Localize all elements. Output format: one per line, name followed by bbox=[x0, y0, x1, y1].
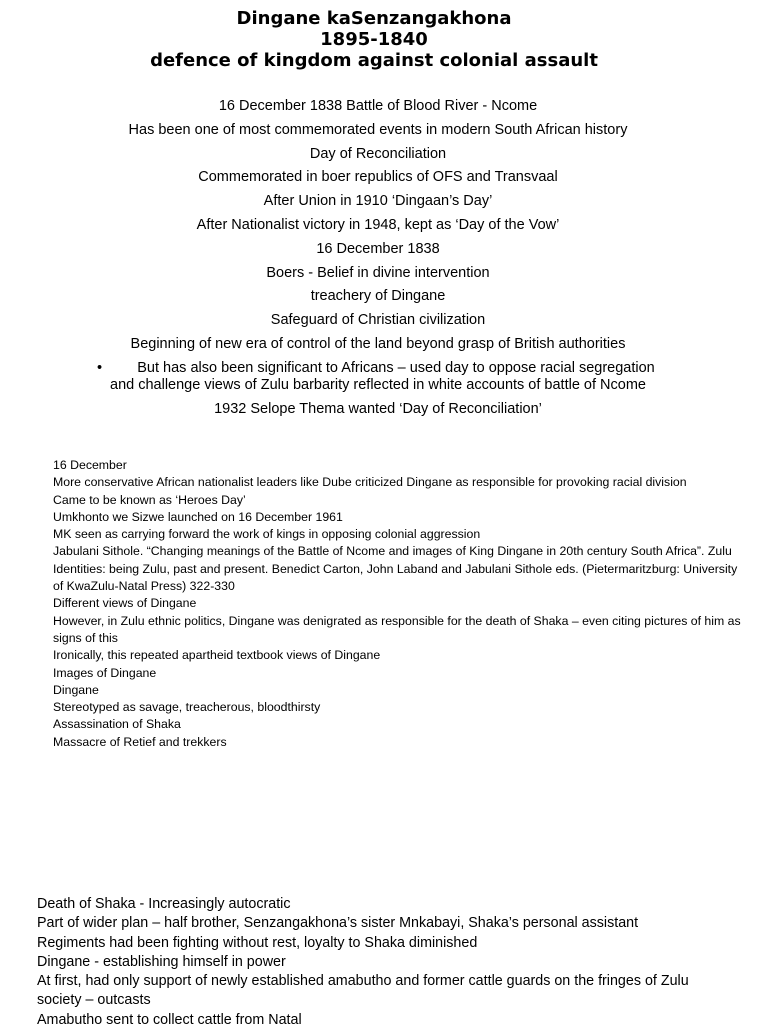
note-line: Umkhonto we Sizwe launched on 16 December 1961 bbox=[53, 509, 343, 524]
centered-line: Beginning of new era of control of the land beyond grasp of British authorities bbox=[130, 335, 626, 352]
centered-line: After Union in 1910 ‘Dingaan’s Day’ bbox=[263, 193, 493, 210]
note-line: Different views of Dingane bbox=[53, 596, 197, 611]
note-line: Ironically, this repeated apartheid textbook views of Dingane bbox=[53, 648, 381, 663]
note-line: Assassination of Shaka bbox=[53, 717, 181, 732]
centered-line: 1932 Selope Thema wanted ‘Day of Reconciliation’ bbox=[214, 400, 542, 417]
note-line: However, in Zulu ethnic politics, Dingane was denigrated as responsible for the death of Shaka – even citing pictures of him as signs of this bbox=[53, 613, 741, 645]
bottom-section bbox=[37, 895, 737, 1030]
note-line: Massacre of Retief and trekkers bbox=[53, 734, 227, 749]
note-citation: Jabulani Sithole. “Changing meanings of the Battle of Ncome and images of King Dingane in 20th century South Africa”. Zulu Identities: being Zulu, past and present. Benedict Carton, John Laband and Jabulani Sithole eds. (Pietermaritzburg: University of KwaZulu-Natal Press) 322-330 bbox=[53, 544, 738, 594]
centered-line: Commemorated in boer republics of OFS and Transvaal bbox=[198, 169, 558, 186]
centered-section bbox=[0, 95, 756, 422]
bullet-item bbox=[0, 360, 756, 395]
bottom-line: Regiments had been fighting without rest, loyalty to Shaka diminished bbox=[37, 934, 478, 951]
title-name: Dingane kaSenzangakhona bbox=[236, 8, 512, 29]
bottom-line: Amabutho sent to collect cattle from Natal bbox=[37, 1011, 302, 1028]
centered-line: 16 December 1838 Battle of Blood River - Ncome bbox=[218, 98, 538, 114]
bottom-line: At first, had only support of newly established amabutho and former cattle guards on the fringes of Zulu society – outcasts bbox=[37, 973, 689, 1009]
centered-line: Safeguard of Christian civilization bbox=[270, 312, 486, 329]
centered-line: Day of Reconciliation bbox=[309, 145, 447, 162]
bullet-text-line1: But has also been significant to Africans – used day to oppose racial segregation bbox=[137, 359, 655, 376]
note-line: Stereotyped as savage, treacherous, bloodthirsty bbox=[53, 700, 321, 715]
document-title bbox=[0, 8, 748, 71]
bottom-line: Dingane - establishing himself in power bbox=[37, 953, 286, 970]
note-line: MK seen as carrying forward the work of kings in opposing colonial aggression bbox=[53, 527, 481, 542]
title-subtitle: defence of kingdom against colonial assault bbox=[150, 50, 598, 71]
bullet-icon: • bbox=[97, 359, 103, 376]
note-line: 16 December bbox=[53, 458, 127, 472]
centered-line: treachery of Dingane bbox=[310, 288, 446, 305]
notes-section bbox=[53, 457, 743, 751]
bottom-line: Part of wider plan – half brother, Senzangakhona’s sister Mnkabayi, Shaka’s personal assistant bbox=[37, 915, 639, 932]
note-line: More conservative African nationalist leaders like Dube criticized Dingane as responsible for provoking racial division bbox=[53, 475, 687, 490]
bullet-text-line2: and challenge views of Zulu barbarity reflected in white accounts of battle of Ncome bbox=[110, 377, 646, 394]
note-line: Came to be known as ‘Heroes Day’ bbox=[53, 492, 246, 507]
note-line: Dingane bbox=[53, 682, 99, 697]
centered-line: Has been one of most commemorated events in modern South African history bbox=[128, 121, 628, 138]
bottom-line: Death of Shaka - Increasingly autocratic bbox=[37, 896, 291, 912]
centered-line: 16 December 1838 bbox=[316, 240, 440, 257]
title-dates: 1895-1840 bbox=[320, 29, 428, 50]
note-line: Images of Dingane bbox=[53, 665, 157, 680]
centered-line: Boers - Belief in divine intervention bbox=[266, 264, 490, 281]
centered-line: After Nationalist victory in 1948, kept as ‘Day of the Vow’ bbox=[196, 216, 560, 233]
